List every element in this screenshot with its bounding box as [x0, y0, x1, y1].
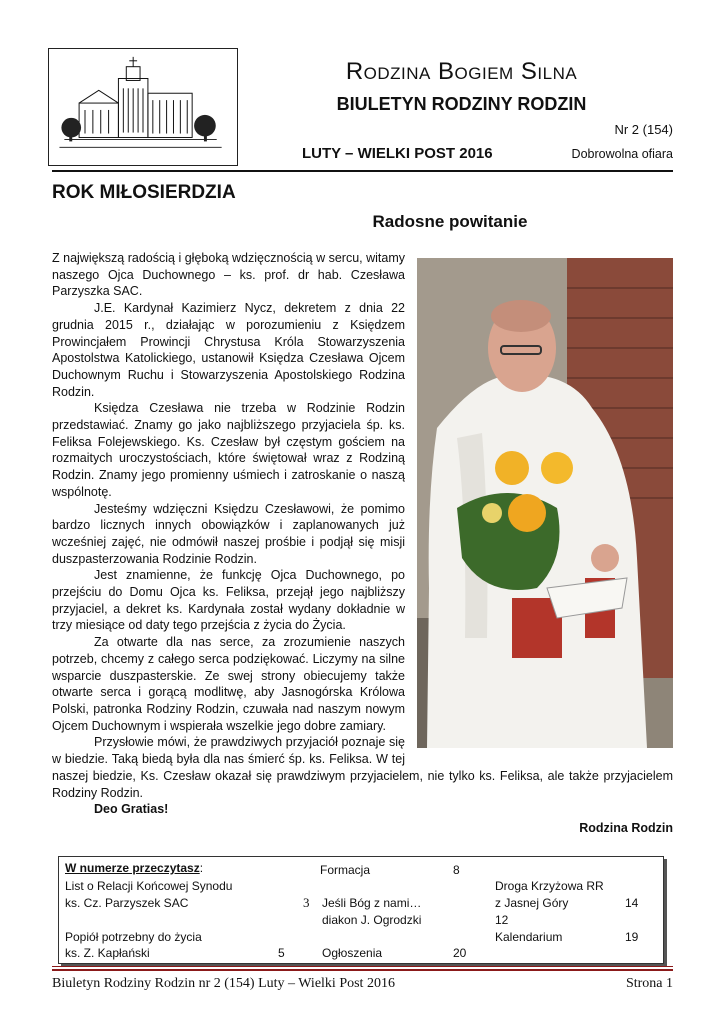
header-divider — [52, 170, 673, 172]
paragraph: Jesteśmy wdzięczni Księdzu Czesławowi, że pomimo bardzo licznych innych obowiązków i zaplanowanych już wcześniej zajęć, nie odmówił naszej prośbie i podjął się misji duszpasterzowania Rodzinie Rodzin. — [52, 501, 405, 566]
paragraph: Z największą radością i głęboką wdzięcznością w sercu, witamy naszego Ojca Duchownego – ks. prof. dr hab. Czesława Parzyszka SAC. — [52, 251, 405, 299]
contents-item[interactable]: Formacja — [320, 863, 371, 877]
contents-item[interactable]: Droga Krzyżowa RR — [495, 879, 604, 893]
contents-item[interactable]: Kalendarium — [495, 930, 563, 944]
paragraph: Za otwarte dla nas serce, za zrozumienie naszych potrzeb, chcemy z całego serca podziękować. Liczymy na silne wsparcie duszpasterskie. Ze swej strony obiecujemy także otwarte serca i gorącą modlitwę, aby Jasnogórska Królowa Polski, patronka Rodziny Rodzin, czuwała nad naszym nowym Ojcem Duchownym i wspierała wszelkie jego dobre zamiary. — [52, 635, 405, 733]
priest-with-flowers-image — [417, 258, 673, 748]
priest-photo — [417, 258, 673, 748]
page-number: Strona 1 — [625, 976, 673, 991]
contents-page: 12 — [495, 913, 509, 927]
article-body — [52, 250, 673, 837]
contents-item-location[interactable]: z Jasnej Góry — [495, 896, 569, 910]
contents-page: 5 — [278, 946, 285, 960]
contents-page: 20 — [453, 946, 467, 960]
price-note: Dobrowolna ofiara — [571, 147, 673, 161]
masthead-title: Rodzina Bogiem Silna — [345, 58, 578, 85]
paragraph: J.E. Kardynał Kazimierz Nycz, dekretem z dnia 22 grudnia 2015 r., działając w porozumieniu z Księdzem Prowincjałem Prowincji Chrystusa Króla Stowarzyszenia Apostolstwa Katolickiego, ustanowił Księdza Czesława Ojcem Duchownym Ruchu i Stowarzyszenia Apostolskiego Rodzina Rodzin. — [52, 301, 405, 399]
contents-item[interactable]: Ogłoszenia — [322, 946, 383, 960]
table-of-contents — [58, 856, 664, 964]
masthead-subtitle: BIULETYN RODZINY RODZIN — [336, 94, 587, 114]
contents-page: 14 — [625, 896, 639, 910]
contents-item[interactable]: Popiół potrzebny do życia — [65, 930, 202, 944]
contents-page: 19 — [625, 930, 639, 944]
section-title: ROK MIŁOSIERDZIA — [52, 182, 236, 203]
footer-divider — [52, 966, 673, 967]
issue-season: LUTY – WIELKI POST 2016 — [302, 145, 493, 162]
article-title: Radosne powitanie — [372, 212, 528, 231]
paragraph: Przysłowie mówi, że prawdziwych przyjaciół poznaje się w biedzie. Taką biedą była dla nas śmierć śp. ks. Feliksa. W tej naszej biedzie, Ks. Czesław okazał się prawdziwym przyjacielem, nie tylko ks. Feliksa, ale także przyjacielem Rodziny Rodzin. — [52, 735, 673, 800]
church-drawing-icon — [49, 49, 237, 165]
contents-item-author[interactable]: ks. Cz. Parzyszek SAC — [65, 896, 189, 910]
closing-line: Deo Gratias! — [94, 802, 169, 817]
signature: Rodzina Rodzin — [579, 820, 673, 835]
contents-item[interactable]: List o Relacji Końcowej Synodu — [65, 879, 233, 893]
issue-number: Nr 2 (154) — [614, 122, 673, 137]
footer-publication: Biuletyn Rodziny Rodzin nr 2 (154) Luty – Wielki Post 2016 — [52, 976, 395, 991]
paragraph: Jest znamienne, że funkcję Ojca Duchownego, po przejściu do Domu Ojca ks. Feliksa, przejął jego najbliższy przyjaciel, a dekret ks. Kardynała został wydany dokładnie w trzy miesiące od daty tego przejścia z życia do Życia. — [52, 568, 405, 633]
contents-item[interactable]: Jeśli Bóg z nami… — [322, 896, 422, 910]
church-logo — [48, 48, 238, 166]
contents-page: 3 — [303, 895, 310, 910]
footer-divider — [52, 969, 673, 971]
contents-item-author[interactable]: ks. Z. Kapłański — [65, 946, 150, 960]
paragraph: Księdza Czesława nie trzeba w Rodzinie Rodzin przedstawiać. Znamy go jako najbliższego przyjaciela śp. ks. Feliksa Folejewskiego. Ks. Czesław był częstym gościem na rozmaitych uroczystościach, które świętował wraz z Rodziną Rodzin. Znamy jego promienny uśmiech i zatroskanie o naszą wspólnotę. — [52, 401, 405, 499]
contents-item-author[interactable]: diakon J. Ogrodzki — [322, 913, 422, 927]
contents-page: 8 — [453, 863, 460, 877]
contents-heading: W numerze przeczytasz: — [65, 861, 204, 875]
